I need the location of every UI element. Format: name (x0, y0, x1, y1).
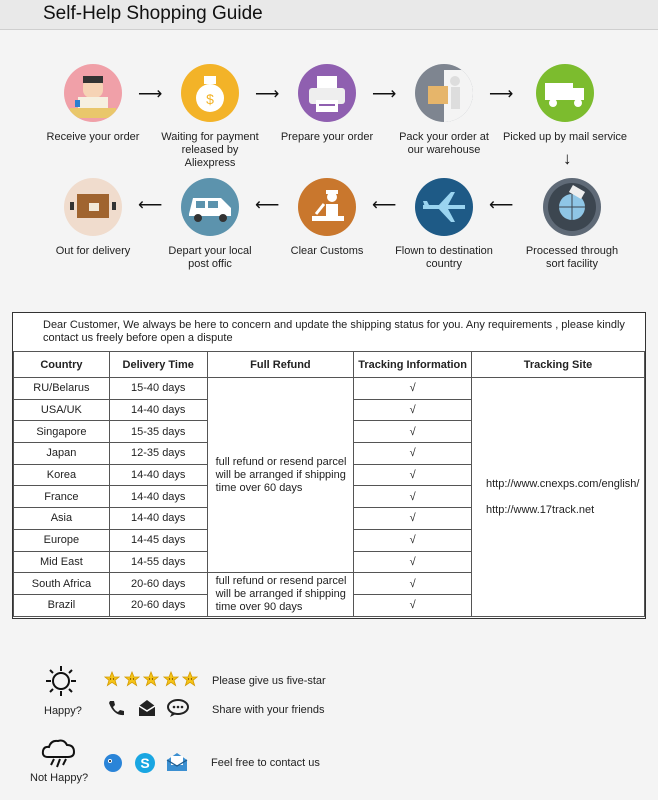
step-waiting-payment (145, 64, 275, 170)
step-label: Clear Customs (290, 245, 364, 257)
country-cell: Japan (14, 443, 110, 465)
arrow-right-icon: ⟶ (372, 84, 397, 103)
track-cell: √ (354, 508, 472, 530)
shipping-table (13, 351, 645, 617)
star-icon[interactable] (104, 671, 120, 687)
share-text: Share with your friends (212, 704, 325, 716)
step-out-for-delivery (28, 178, 158, 258)
tracking-site-link-1[interactable]: http://www.cnexps.com/english/ (485, 477, 640, 490)
customer-note: Dear Customer, We always be here to concern and update the shipping status for you. Any requirements , please kindly contact us freely before open a dispute (43, 319, 625, 344)
track-cell: √ (354, 594, 472, 616)
star-icon[interactable] (182, 671, 198, 687)
country-cell: Europe (14, 529, 110, 551)
step-receive-order (28, 64, 158, 144)
time-cell: 20-60 days (109, 594, 207, 616)
step-label: Prepare your order (280, 131, 374, 143)
header-country: Country (14, 352, 110, 378)
star-icon[interactable] (143, 671, 159, 687)
step-label: Receive your order (46, 131, 140, 143)
star-icon[interactable] (163, 671, 179, 687)
money-bag-icon (181, 64, 239, 122)
country-cell: France (14, 486, 110, 508)
country-cell: Mid East (14, 551, 110, 573)
header-bar (0, 0, 658, 30)
step-label: Out for delivery (55, 245, 131, 257)
time-cell: 14-40 days (109, 486, 207, 508)
tracking-site-cell (471, 378, 644, 617)
svg-text:$: $ (206, 91, 214, 107)
header-delivery-time: Delivery Time (109, 352, 207, 378)
header-tracking-info: Tracking Information (354, 352, 472, 378)
country-cell: South Africa (14, 573, 110, 595)
track-cell: √ (354, 421, 472, 443)
van-icon (181, 178, 239, 236)
shipping-table-box (12, 312, 646, 619)
airplane-icon (415, 178, 473, 236)
star-icon[interactable] (124, 671, 140, 687)
chat-icon[interactable] (167, 698, 189, 723)
refund-cell-2: full refund or resend parcel will be arranged if shipping time over 90 days (207, 573, 354, 616)
step-clear-customs (262, 178, 392, 258)
phone-icon[interactable] (106, 698, 126, 723)
email-envelope-icon[interactable] (165, 751, 189, 778)
time-cell: 14-40 days (109, 464, 207, 486)
table-row (14, 378, 645, 400)
storm-cloud-icon (40, 737, 78, 774)
country-cell: Singapore (14, 421, 110, 443)
time-cell: 14-55 days (109, 551, 207, 573)
header-tracking-site: Tracking Site (471, 352, 644, 378)
country-cell: Asia (14, 508, 110, 530)
not-happy-label: Not Happy? (30, 772, 89, 784)
worker-box-icon (415, 64, 473, 122)
track-cell: √ (354, 399, 472, 421)
contact-text: Feel free to contact us (211, 757, 320, 769)
table-header-row (14, 352, 645, 378)
skype-icon[interactable] (134, 752, 156, 779)
time-cell: 14-40 days (109, 508, 207, 530)
printer-icon (298, 64, 356, 122)
time-cell: 14-45 days (109, 529, 207, 551)
receiver-person-icon (64, 64, 122, 122)
package-icon (64, 178, 122, 236)
step-label: Pack your order at our warehouse (399, 131, 489, 156)
track-cell: √ (354, 486, 472, 508)
step-picked-up (500, 64, 630, 144)
step-label: Waiting for payment released by Aliexpress (161, 131, 259, 169)
customs-officer-icon (298, 178, 356, 236)
track-cell: √ (354, 551, 472, 573)
step-label: Depart your local post offic (168, 245, 252, 270)
step-label: Picked up by mail service (502, 131, 628, 143)
time-cell: 14-40 days (109, 399, 207, 421)
contact-bird-icon[interactable] (103, 753, 123, 778)
track-cell: √ (354, 443, 472, 465)
svg-text:S: S (140, 755, 150, 771)
page-title: Self-Help Shopping Guide (43, 3, 263, 24)
arrow-down-icon: ↓ (563, 149, 572, 168)
arrow-left-icon: ⟵ (372, 195, 397, 214)
truck-icon (536, 64, 594, 122)
track-cell: √ (354, 573, 472, 595)
country-cell: USA/UK (14, 399, 110, 421)
track-cell: √ (354, 378, 472, 400)
time-cell: 15-40 days (109, 378, 207, 400)
track-cell: √ (354, 529, 472, 551)
arrow-right-icon: ⟶ (255, 84, 280, 103)
happy-label: Happy? (44, 705, 82, 717)
step-sort-facility (507, 178, 637, 271)
time-cell: 12-35 days (109, 443, 207, 465)
step-prepare-order (262, 64, 392, 144)
arrow-left-icon: ⟵ (138, 195, 163, 214)
step-depart-post-office (145, 178, 275, 271)
step-label: Flown to destination country (395, 245, 493, 270)
sun-icon (44, 664, 78, 703)
sort-globe-icon (543, 178, 601, 236)
five-star-text: Please give us five-star (212, 675, 326, 687)
tracking-site-link-2[interactable]: http://www.17track.net (485, 503, 595, 516)
country-cell: Brazil (14, 594, 110, 616)
time-cell: 20-60 days (109, 573, 207, 595)
time-cell: 15-35 days (109, 421, 207, 443)
arrow-left-icon: ⟵ (489, 195, 514, 214)
header-full-refund: Full Refund (207, 352, 354, 378)
arrow-right-icon: ⟶ (138, 84, 163, 103)
arrow-right-icon: ⟶ (489, 84, 514, 103)
country-cell: RU/Belarus (14, 378, 110, 400)
arrow-left-icon: ⟵ (255, 195, 280, 214)
mail-icon[interactable] (137, 698, 157, 723)
track-cell: √ (354, 464, 472, 486)
country-cell: Korea (14, 464, 110, 486)
step-flown (379, 178, 509, 271)
refund-cell-1: full refund or resend parcel will be arranged if shipping time over 60 days (207, 378, 354, 573)
step-pack-order (379, 64, 509, 157)
step-label: Processed through sort facility (525, 245, 619, 270)
